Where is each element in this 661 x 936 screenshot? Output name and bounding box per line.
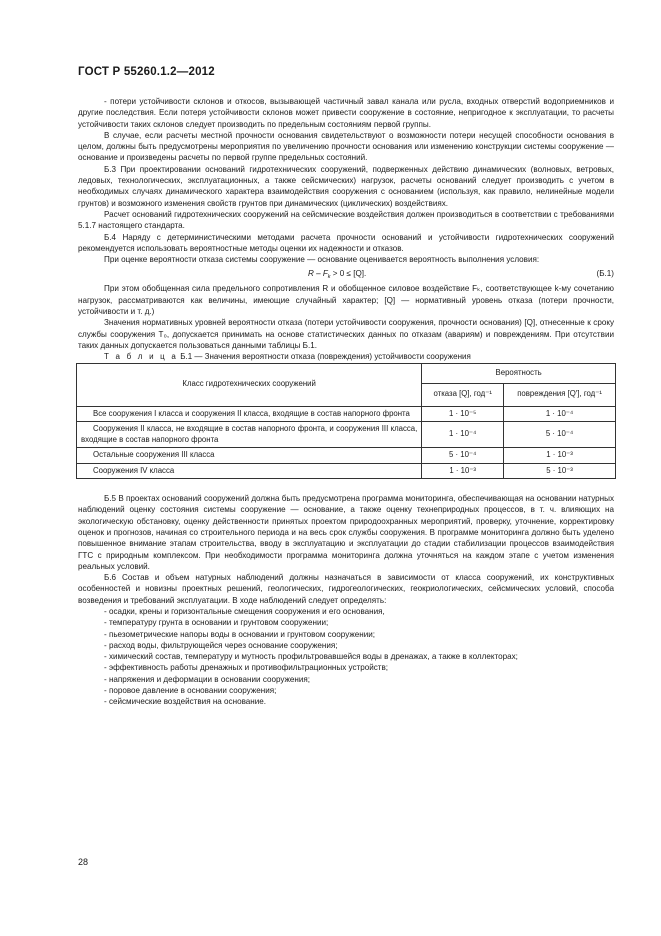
paragraph: При оценке вероятности отказа системы сооружение — основание оценивается вероятность выполнения условия: xyxy=(104,255,540,265)
table-row xyxy=(77,463,616,479)
table-row xyxy=(77,448,616,464)
list-item: - химический состав, температуру и мутность профильтровавшейся воды в дренажах, а также в коллекторах; xyxy=(104,652,518,662)
table-header-row xyxy=(77,363,616,383)
section-b5-b6 xyxy=(78,493,614,708)
row-class: Сооружения II класса, не входящие в состав напорного фронта, и сооружения III класса, входящие в состав напорного фронта xyxy=(77,422,422,448)
row-class: Остальные сооружения III класса xyxy=(77,448,422,464)
paragraph: В случае, если расчеты местной прочности основания свидетельствуют о возможности потери несущей способности основания в целом, должны быть предусмотрены мероприятия по увеличению прочности основания или изменению конструкции системы сооружение — основание и произведены расчеты по первой группе предельных состояний. xyxy=(78,130,614,163)
paragraph: Значения нормативных уровней вероятности отказа (потери устойчивости сооружения, прочности основания) [Q], отнесенные к сроку службы сооружения T₀, допускается принимать на основе статистических данных по отказам (авариям) и повреждениям. При отсутствии таких данных допускается пользоваться данными таблицы Б.1. xyxy=(78,318,614,350)
paragraph: Б.5 В проектах оснований сооружений должна быть предусмотрена программа мониторинга, обеспечивающая на основании натурных наблюдений оценку состояния системы сооружение — основание, а также оценку технеприродных процессов, в т. ч. влияющих на экологическую обстановку, оценку действенности принятых проектом природоохранных мероприятий, проверку, уточнение, корректировку оценок и прогнозов, начиная со строительного периода и на весь срок службы сооружения. В программе мониторинга должно быть уделено повышенное внимание этапам строительства, вводу в эксплуатацию и эксплуатации до стадии стабилизации процессов взаимодействия ГТС с природным комплексом. При необходимости программа мониторинга должна уточняться на каждом этапе с учетом изменения реальных условий. xyxy=(78,494,614,571)
paragraph: Б.6 Состав и объем натурных наблюдений должны назначаться в зависимости от класса сооружений, их конструктивных особенностей и новизны проектных решений, геологических, гидрогеологических, геокриологических, сейсмических условий, способа возведения и требований эксплуатации. В ходе наблюдений следует определять: xyxy=(78,573,614,605)
row-class: Сооружения IV класса xyxy=(77,463,422,479)
list-item: - пьезометрические напоры воды в основании и грунтовом сооружении; xyxy=(104,629,376,639)
row-damage: 5 · 10⁻⁴ xyxy=(504,422,616,448)
list-item: - поровое давление в основании сооружения; xyxy=(104,686,277,696)
table-row xyxy=(77,422,616,448)
row-class: Все сооружения I класса и сооружения II класса, входящие в состав напорного фронта xyxy=(77,406,422,422)
row-damage: 1 · 10⁻³ xyxy=(504,448,616,464)
header-failure: отказа [Q], год⁻¹ xyxy=(422,383,504,406)
header-class: Класс гидротехнических сооружений xyxy=(77,363,422,406)
list-item: - расход воды, фильтрующейся через основание сооружения; xyxy=(104,640,338,650)
paragraph: Б.4 Наряду с детерминистическими методами расчета прочности оснований и устойчивости гидротехнических сооружений рекомендуется использовать вероятностные методы оценки их надежности и отказов. xyxy=(78,232,614,253)
row-failure: 1 · 10⁻³ xyxy=(422,463,504,479)
paragraph: Б.3 При проектировании оснований гидротехнических сооружений, подверженных действию динамических (волновых, ветровых, ледовых, технологических, эксплуатационных, а также сейсмических) нагрузок, расчеты оснований следует производить с учетом в необходимых случаях динамического характера взаимодействия сооружения с основанием (используя, как правило, нелинейные модели грунтов) и возможного изменения свойств грунтов при динамических (циклических) воздействиях. xyxy=(78,164,614,208)
header-damage: повреждения [Q′], год⁻¹ xyxy=(504,383,616,406)
table-row xyxy=(77,406,616,422)
page-number: 28 xyxy=(78,857,89,867)
body-text xyxy=(78,96,614,708)
list-item: - осадки, крены и горизонтальные смещения сооружения и его основания, xyxy=(104,607,385,616)
row-damage: 1 · 10⁻⁴ xyxy=(504,406,616,422)
row-failure: 5 · 10⁻⁴ xyxy=(422,448,504,464)
document-header: ГОСТ Р 55260.1.2—2012 xyxy=(78,66,215,78)
header-probability: Вероятность xyxy=(422,363,616,383)
observation-list xyxy=(78,606,614,708)
formula-expression: $R - F_k > 0 \le [Q]$. xyxy=(308,269,367,281)
paragraph: При этом обобщенная сила предельного сопротивления R и обобщенное силовое воздействие Fₖ, соответствующее k-му сочетанию нагрузок, рассматриваются как величины, имеющие случайный характер; [Q] — нормативный уровень отказа (потери прочности, устойчивости и т. д.) xyxy=(78,284,614,317)
paragraph: - потери устойчивости склонов и откосов, вызывающей частичный завал канала или русла, входных отверстий водоприемников и другие последствия. Если потеря устойчивости склонов может привести сооружение в состояние, непригодное к эксплуатации, то расчеты устойчивости таких склонов следует производить по предельным состояниям первой группы. xyxy=(78,97,614,129)
list-item: - эффективность работы дренажных и противофильтрационных устройств; xyxy=(104,663,389,673)
list-item: - температуру грунта в основании и грунтовом сооружении; xyxy=(104,618,329,628)
row-failure: 1 · 10⁻⁴ xyxy=(422,422,504,448)
row-failure: 1 · 10⁻⁵ xyxy=(422,406,504,422)
list-item: - напряжения и деформации в основании сооружения; xyxy=(104,674,311,684)
table-caption: Т а б л и ц а Б.1 — Значения вероятности отказа (повреждения) устойчивости сооружения xyxy=(104,352,471,362)
table-b1 xyxy=(76,363,616,480)
list-item: - сейсмические воздействия на основание. xyxy=(104,697,267,707)
row-damage: 5 · 10⁻³ xyxy=(504,463,616,479)
paragraph: Расчет оснований гидротехнических сооружений на сейсмические воздействия должен производиться в соответствии с требованиями 5.1.7 настоящего стандарта. xyxy=(78,209,614,231)
formula-b1 xyxy=(78,268,614,280)
formula-number: (Б.1) xyxy=(596,269,614,279)
